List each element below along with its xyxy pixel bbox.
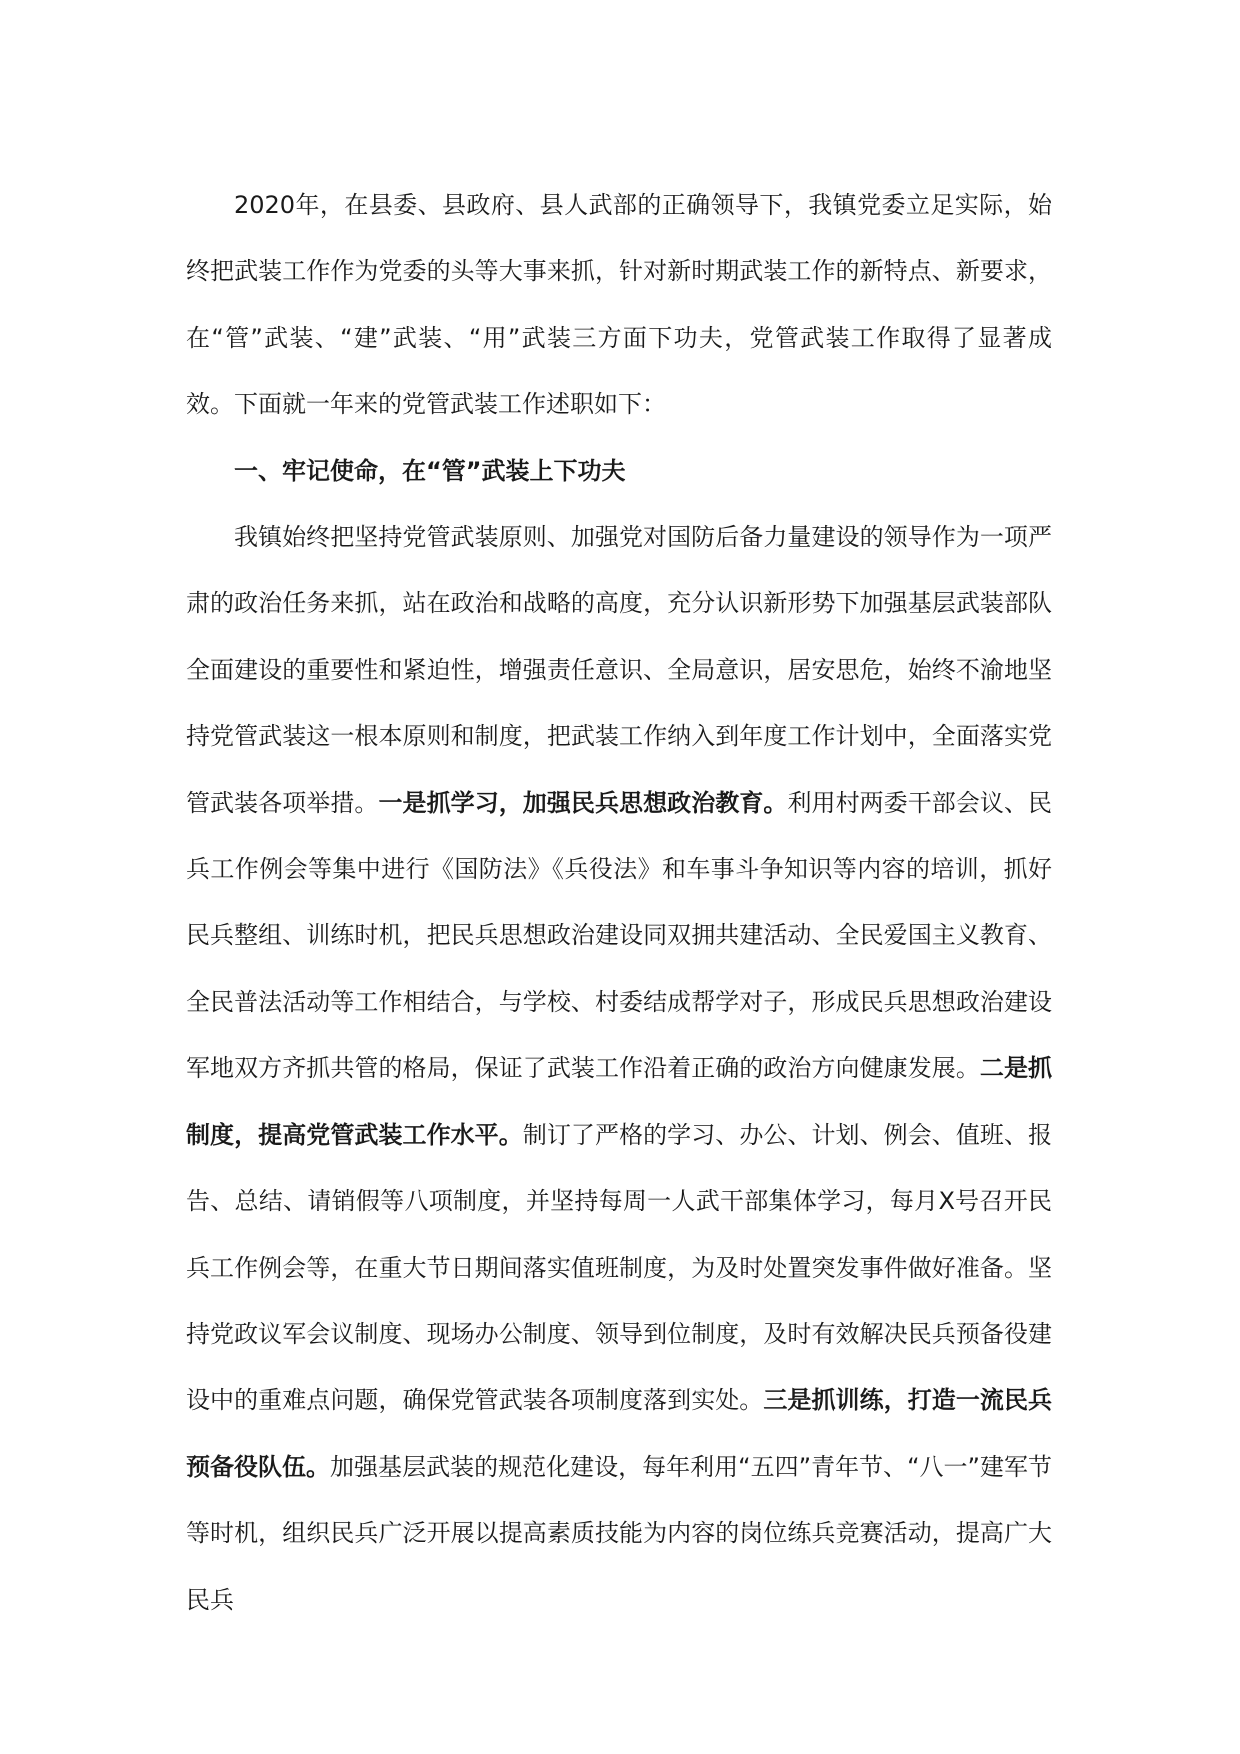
point-2-text: 制订了严格的学习、办公、计划、例会、值班、报告、总结、请销假等八项制度，并坚持每周一人武干部集体学习，每月X号召开民兵工作例会等，在重大节日期间落实值班制度，为及时处置突发事件做好准备。坚持党政议军会议制度、现场办公制度、领导到位制度，及时有效解决民兵预备役建设中的重难点问题，确保党管武装各项制度落到实处。 [186,1120,1053,1415]
point-1-text: 利用村两委干部会议、民兵工作例会等集中进行《国防法》《兵役法》和车事斗争知识等内容的培训，抓好民兵整组、训练时机，把民兵思想政治建设同双拥共建活动、全民爱国主义教育、全民普法活动等工作相结合，与学校、村委结成帮学对子，形成民兵思想政治建设军地双方齐抓共管的格局，保证了武装工作沿着正确的政治方向健康发展。 [186,788,1053,1083]
section-paragraph [186,504,1052,1633]
document-body [186,172,1052,1633]
point-3-text: 加强基层武装的规范化建设，每年利用“五四”青年节、“八一”建军节等时机，组织民兵广泛开展以提高素质技能为内容的岗位练兵竞赛活动，提高广大民兵 [186,1452,1053,1614]
point-3-title: 三是抓训练，打造一流民兵预备役队伍。 [186,1386,1053,1481]
section-intro-text: 我镇始终把坚持党管武装原则、加强党对国防后备力量建设的领导作为一项严肃的政治任务来抓，站在政治和战略的高度，充分认识新形势下加强基层武装部队全面建设的重要性和紧迫性，增强责任意识、全局意识，居安思危，始终不渝地坚持党管武装这一根本原则和制度，把武装工作纳入到年度工作计划中，全面落实党管武装各项举措。 [186,523,1052,817]
section-heading: 一、牢记使命，在“管”武装上下功夫 [234,456,626,485]
point-1-title: 一是抓学习，加强民兵思想政治教育。 [378,788,788,817]
point-2-title: 二是抓制度，提高党管武装工作水平。 [186,1054,1053,1149]
intro-paragraph: 2020年，在县委、县政府、县人武部的正确领导下，我镇党委立足实际，始终把武装工作作为党委的头等大事来抓，针对新时期武装工作的新特点、新要求，在“管”武装、“建”武装、“用”武装三方面下功夫，党管武装工作取得了显著成效。下面就一年来的党管武装工作述职如下： [186,191,1052,419]
